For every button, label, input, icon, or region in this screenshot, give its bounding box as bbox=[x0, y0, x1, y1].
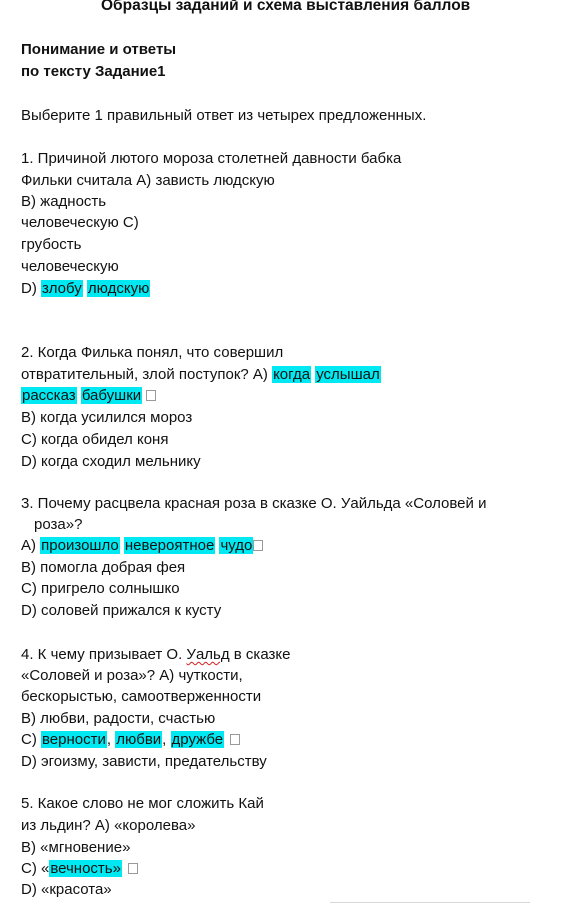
page-edge-line bbox=[330, 902, 530, 903]
q5-c-prefix: C) « bbox=[21, 860, 50, 877]
highlight-q4-word1: верности bbox=[42, 731, 106, 748]
highlight-q1-d-word2: людскую bbox=[87, 280, 150, 297]
checkbox-icon bbox=[146, 390, 156, 401]
q1-line5: грубость bbox=[21, 236, 82, 253]
q4-line1 bbox=[21, 645, 290, 665]
section-heading-line1: Понимание и ответы bbox=[21, 41, 177, 58]
checkbox-icon bbox=[230, 734, 240, 745]
spellcheck-word: Уальд bbox=[186, 646, 230, 663]
q5-option-b: B) «мгновение» bbox=[21, 839, 131, 856]
q3-line1: 3. Почему расцвела красная роза в сказке О. Уайльда «Соловей и bbox=[21, 495, 487, 512]
q4-line3: бескорыстью, самоотверженности bbox=[21, 688, 262, 705]
q1-option-d bbox=[21, 279, 150, 299]
q1-line6: человеческую bbox=[21, 258, 119, 275]
instruction-text: Выберите 1 правильный ответ из четырех предложенных. bbox=[21, 107, 427, 124]
q4-option-b: B) любви, радости, счастью bbox=[21, 710, 216, 727]
highlight-q1-d-word1: злобу bbox=[42, 280, 82, 297]
q4-c-sep1: , bbox=[106, 731, 116, 748]
highlight-q2-word2: услышал bbox=[316, 366, 380, 383]
section-heading-line2: по тексту Задание1 bbox=[21, 63, 166, 80]
q5-option-c bbox=[21, 859, 138, 879]
q3-option-c: C) пригрело солнышко bbox=[21, 580, 180, 597]
highlight-q5-word1: вечность» bbox=[50, 860, 121, 877]
highlight-q3-word1: произошло bbox=[41, 537, 119, 554]
highlight-q4-word2: любви bbox=[116, 731, 162, 748]
q2-option-b: B) когда усилился мороз bbox=[21, 409, 193, 426]
q3-a-prefix: A) bbox=[21, 537, 41, 554]
q2-line3 bbox=[21, 386, 156, 406]
document-title: Образцы заданий и схема выставления баллов bbox=[101, 0, 471, 14]
q2-option-d: D) когда сходил мельнику bbox=[21, 453, 201, 470]
q4-c-prefix: C) bbox=[21, 731, 41, 748]
q2-option-c: C) когда обидел коня bbox=[21, 431, 169, 448]
q3-option-d: D) соловей прижался к кусту bbox=[21, 602, 222, 619]
q2-line1: 2. Когда Филька понял, что совершил bbox=[21, 344, 284, 361]
q3-option-b: B) помогла добрая фея bbox=[21, 559, 186, 576]
q5-line1: 5. Какое слово не мог сложить Кай bbox=[21, 795, 264, 812]
q5-line2: из льдин? A) «королева» bbox=[21, 817, 196, 834]
highlight-q3-word2: невероятное bbox=[124, 537, 215, 554]
q3-option-a bbox=[21, 536, 263, 556]
q1-line1: 1. Причиной лютого мороза столетней давности бабка bbox=[21, 150, 402, 167]
highlight-q2-word1: когда bbox=[273, 366, 311, 383]
q2-line2 bbox=[21, 365, 381, 385]
highlight-q3-word3: чудо bbox=[220, 537, 253, 554]
highlight-q2-word3: рассказ bbox=[22, 387, 76, 404]
checkbox-icon bbox=[253, 540, 263, 551]
checkbox-icon bbox=[128, 863, 138, 874]
q1-line3: B) жадность bbox=[21, 193, 107, 210]
q4-c-sep2: , bbox=[162, 731, 171, 748]
q1-line4: человеческую C) bbox=[21, 214, 139, 231]
q4-line1-pre: 4. К чему призывает О. bbox=[21, 646, 187, 663]
q5-option-d: D) «красота» bbox=[21, 881, 112, 898]
highlight-q4-word3: дружбе bbox=[171, 731, 224, 748]
q4-line2: «Соловей и роза»? A) чуткости, bbox=[21, 667, 243, 684]
q3-line2: роза»? bbox=[34, 516, 83, 533]
q4-option-d: D) эгоизму, зависти, предательству bbox=[21, 753, 267, 770]
q1-d-prefix: D) bbox=[21, 280, 41, 297]
q1-line2: Фильки считала A) зависть людскую bbox=[21, 172, 275, 189]
q2-line2-text: отвратительный, злой поступок? A) bbox=[21, 366, 273, 383]
q4-option-c bbox=[21, 730, 240, 750]
q4-line1-post: в сказке bbox=[229, 646, 291, 663]
highlight-q2-word4: бабушки bbox=[81, 387, 142, 404]
